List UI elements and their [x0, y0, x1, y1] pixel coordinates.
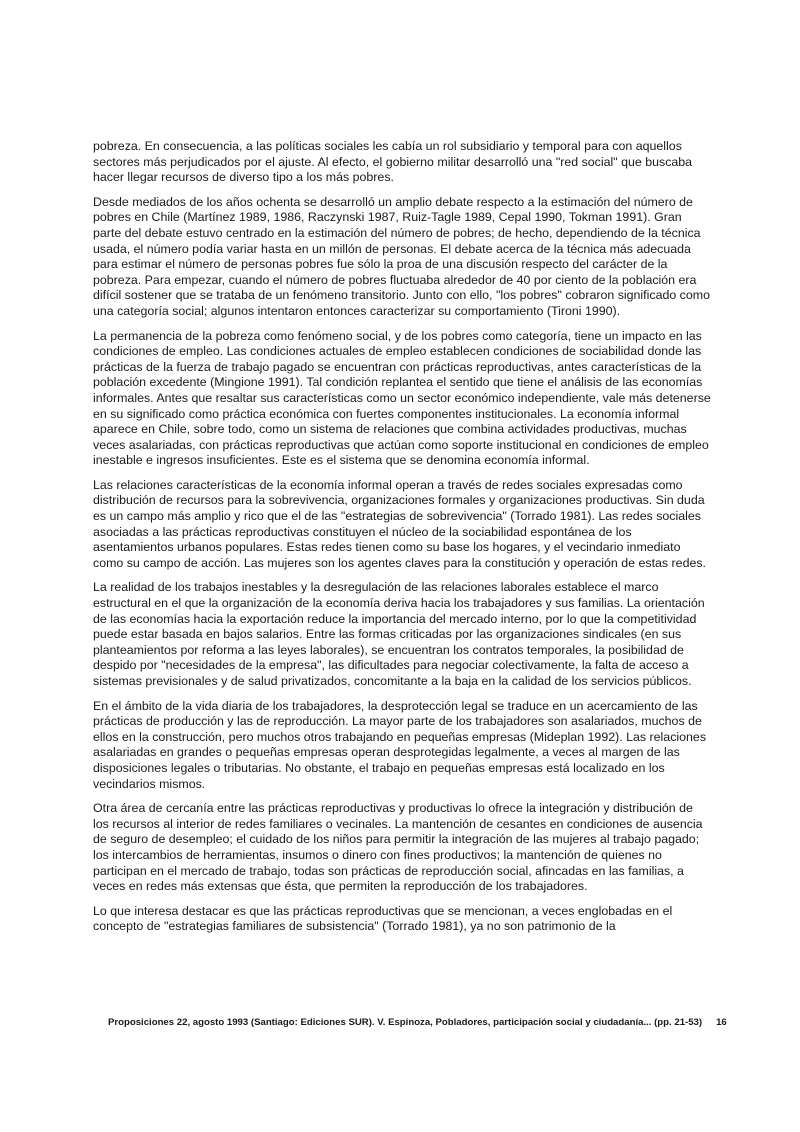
page-number: 16 — [716, 1017, 727, 1028]
paragraph-6: En el ámbito de la vida diaria de los trabajadores, la desprotección legal se traduce en un acercamiento de las prácticas de producción y las de reproducción. La mayor parte de los trabajadores son asalariados, muchos de ellos en la construcción, pero muchos otros trabajando en pequeñas empresas (Mideplan 1992). Las relaciones asalariadas en grandes o pequeñas empresas operan desprotegidas legalmente, a veces al margen de las disposiciones legales o tributarias. No obstante, el trabajo en pequeñas empresas está localizado en los vecindarios mismos. — [93, 698, 707, 791]
document-body — [93, 139, 711, 944]
paragraph-2: Desde mediados de los años ochenta se desarrolló un amplio debate respecto a la estimación del número de pobres en Chile (Martínez 1989, 1986, Raczynski 1987, Ruiz-Tagle 1989, Cepal 1990, Tokman 1991). Gran parte del debate estuvo centrado en la estimación del número de pobres; de hecho, dependiendo de la técnica usada, el número podía variar hasta en un millón de personas. El debate acerca de la técnica más adecuada para estimar el número de personas pobres fue sólo la proa de una discusión respecto del carácter de la pobreza. Para empezar, cuando el número de pobres fluctuaba alrededor de 40 por ciento de la población era difícil sostener que se trataba de un fenómeno transitorio. Junto con ello, "los pobres" cobraron significado como una categoría social; algunos intentaron entonces caracterizar su comportamiento (Tironi 1990). — [93, 194, 710, 318]
paragraph-3: La permanencia de la pobreza como fenómeno social, y de los pobres como categoría, tiene un impacto en las condiciones de empleo. Las condiciones actuales de empleo establecen condiciones de sociabilidad donde las prácticas de la fuerza de trabajo pagado se encuentran con prácticas reproductivas, antes características de la población excedente (Mingione 1991). Tal condición replantea el sentido que tiene el análisis de las economías informales. Antes que resaltar sus características como un sector económico independiente, vale más detenerse en su significado como práctica económica con fuertes componentes institucionales. La economía informal aparece en Chile, sobre todo, como un sistema de relaciones que combina actividades productivas, muchas veces asalariadas, con prácticas reproductivas que actúan como soporte institucional en condiciones de empleo inestable e ingresos insuficientes. Este es el sistema que se denomina economía informal. — [93, 328, 711, 468]
paragraph-1: pobreza. En consecuencia, a las políticas sociales les cabía un rol subsidiario y temporal para con aquellos sectores más perjudicados por el ajuste. Al efecto, el gobierno militar desarrolló una "red social" que buscaba hacer llegar recursos de diverso tipo a los más pobres. — [93, 139, 693, 185]
paragraph-5: La realidad de los trabajos inestables y la desregulación de las relaciones laborales establece el marco estructural en el que la organización de la economía deriva hacia los trabajadores y sus familias. La orientación de las economías hacia la exportación reduce la importancia del mercado interno, por lo que la competitividad puede estar basada en bajos salarios. Entre las formas criticadas por las organizaciones sindicales (en sus planteamientos por reforma a las leyes laborales), se encuentran los contratos temporales, la posibilidad de despido por "necesidades de la empresa", las dificultades para negociar colectivamente, la falta de acceso a sistemas previsionales y de salud privatizados, concomitante a la baja en la calidad de los servicios públicos. — [93, 580, 705, 688]
paragraph-4: Las relaciones características de la economía informal operan a través de redes sociales expresadas como distribución de recursos para la sobrevivencia, organizaciones formales y organizaciones productivas. Sin duda es un campo más amplio y rico que el de las "estrategias de sobrevivencia" (Torrado 1981). Las redes sociales asociadas a las prácticas reproductivas constituyen el núcleo de la sociabilidad espontánea de los asentamientos urbanos populares. Estas redes tienen como su base los hogares, y el vecindario inmediato como su campo de acción. Las mujeres son los agentes claves para la constitución y operación de estas redes. — [93, 477, 706, 570]
page-footer — [108, 1017, 727, 1028]
paragraph-8: Lo que interesa destacar es que las prácticas reproductivas que se mencionan, a veces englobadas en el concepto de "estrategias familiares de subsistencia" (Torrado 1981), ya no son patrimonio de la — [93, 903, 673, 934]
footer-citation: Proposiciones 22, agosto 1993 (Santiago: Ediciones SUR). V. Espinoza, Pobladores, participación social y ciudadanía... (pp. 21-53) — [108, 1017, 703, 1028]
paragraph-7: Otra área de cercanía entre las prácticas reproductivas y productivas lo ofrece la integración y distribución de los recursos al interior de redes familiares o vecinales. La mantención de cesantes en condiciones de ausencia de seguro de desempleo; el cuidado de los niños para permitir la integración de las mujeres al trabajo pagado; los intercambios de herramientas, insumos o dinero con fines productivos; la mantención de quienes no participan en el mercado de trabajo, todas son prácticas de reproducción social, afincadas en las familias, a veces en redes más extensas que ésta, que permiten la reproducción de los trabajadores. — [93, 801, 703, 894]
